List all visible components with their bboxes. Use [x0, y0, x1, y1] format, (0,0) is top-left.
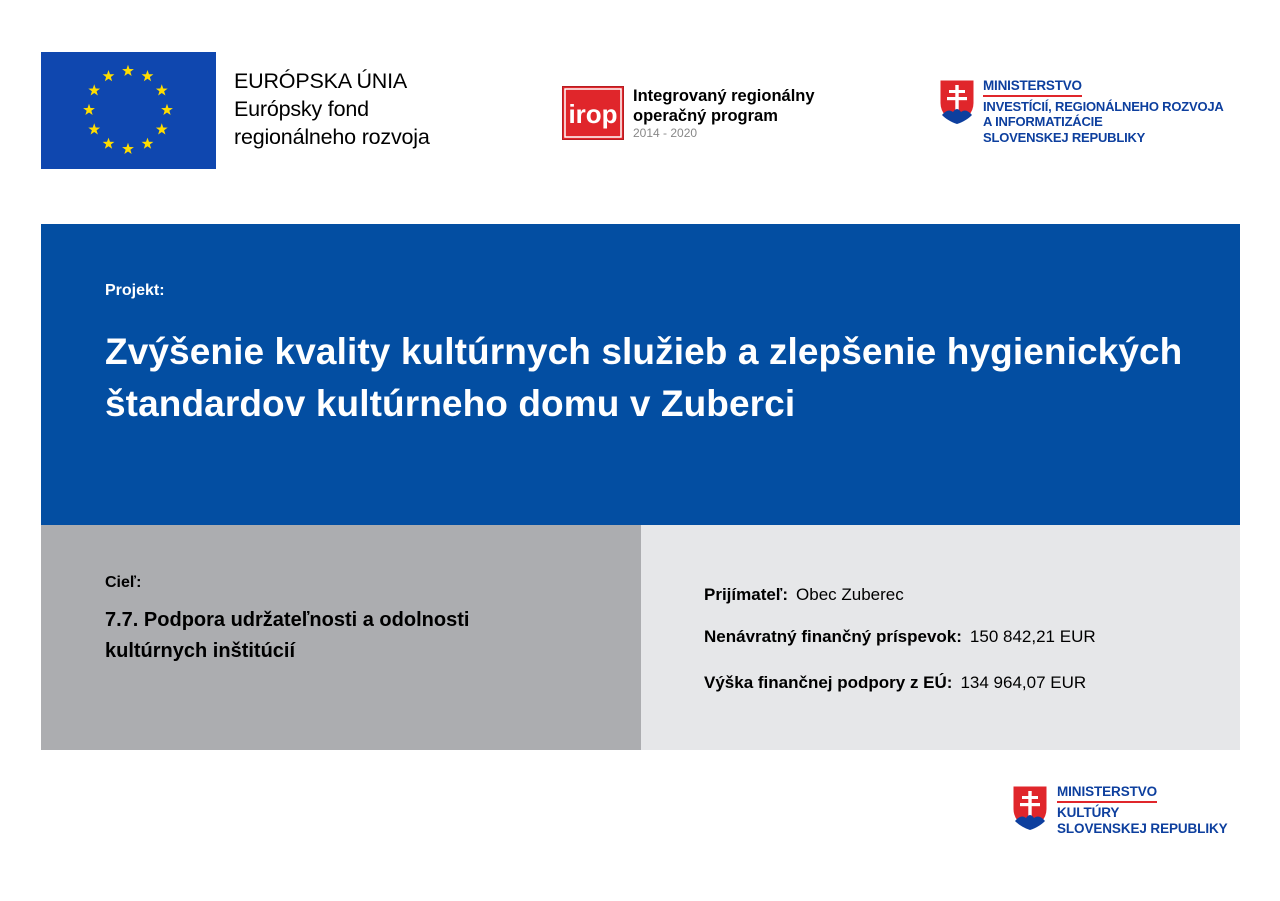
- ministry-regional-line-1: MINISTERSTVO: [983, 78, 1082, 97]
- eu-star-icon: [103, 138, 115, 149]
- project-label: Projekt:: [105, 282, 165, 299]
- eu-logo-text: [234, 67, 514, 151]
- goal-panel: [41, 525, 641, 750]
- eu-star-icon: [156, 123, 168, 134]
- grant-label: Nenávratný finančný príspevok:: [704, 627, 962, 646]
- grant-row: [704, 627, 1096, 647]
- eu-star-icon: [122, 65, 134, 76]
- goal-label: Cieľ:: [105, 574, 142, 591]
- ministry-regional-logo-text: [983, 78, 1263, 145]
- irop-years: 2014 - 2020: [633, 126, 698, 140]
- recipient-row: [704, 585, 904, 605]
- irop-logo-icon: [562, 86, 624, 140]
- eu-support-label: Výška finančnej podpory z EÚ:: [704, 673, 953, 692]
- eu-line-2: Európsky fond: [234, 97, 369, 121]
- ministry-culture-line-2: KULTÚRY: [1057, 805, 1120, 820]
- ministry-culture-line-1: MINISTERSTVO: [1057, 784, 1157, 803]
- project-panel: [41, 224, 1240, 525]
- eu-line-1: EURÓPSKA ÚNIA: [234, 69, 408, 93]
- eu-star-icon: [103, 70, 115, 81]
- slovak-coat-of-arms-icon: [1012, 785, 1048, 831]
- eu-line-3: regionálneho rozvoja: [234, 125, 430, 149]
- eu-star-icon: [156, 84, 168, 95]
- eu-star-icon: [88, 84, 100, 95]
- grant-value: 150 842,21 EUR: [969, 627, 1096, 646]
- eu-star-icon: [161, 104, 173, 115]
- ministry-regional-line-4: SLOVENSKEJ REPUBLIKY: [983, 129, 1146, 145]
- recipient-value: Obec Zuberec: [796, 585, 904, 604]
- info-panel: [641, 525, 1240, 750]
- eu-star-icon: [142, 138, 154, 149]
- eu-star-icon: [142, 70, 154, 81]
- irop-line-1: Integrovaný regionálny: [633, 87, 815, 105]
- irop-logo: [562, 86, 624, 140]
- ministry-culture-logo-text: [1057, 784, 1277, 837]
- eu-star-icon: [88, 123, 100, 134]
- eu-stars-icon: [41, 52, 216, 169]
- eu-support-value: 134 964,07 EUR: [960, 673, 1087, 692]
- svg-text:irop: irop: [568, 99, 618, 129]
- eu-support-row: [704, 673, 1086, 693]
- eu-star-icon: [122, 143, 134, 154]
- eu-star-icon: [83, 104, 95, 115]
- goal-text: 7.7. Podpora udržateľnosti a odolnosti kultúrnych inštitúcií: [105, 609, 470, 662]
- eu-flag-logo: [41, 52, 216, 169]
- ministry-regional-line-3: A INFORMATIZÁCIE: [983, 114, 1103, 129]
- irop-logo-text: [633, 86, 873, 140]
- ministry-culture-line-3: SLOVENSKEJ REPUBLIKY: [1057, 821, 1228, 836]
- ministry-regional-line-2: INVESTÍCIÍ, REGIONÁLNEHO ROZVOJA: [983, 98, 1224, 114]
- recipient-label: Prijímateľ:: [704, 585, 789, 604]
- project-title: Zvýšenie kvality kultúrnych služieb a zlepšenie hygienických štandardov kultúrneho domu v Zuberci: [105, 331, 1183, 424]
- irop-line-2: operačný program: [633, 107, 778, 125]
- slovak-coat-of-arms-icon: [939, 79, 975, 125]
